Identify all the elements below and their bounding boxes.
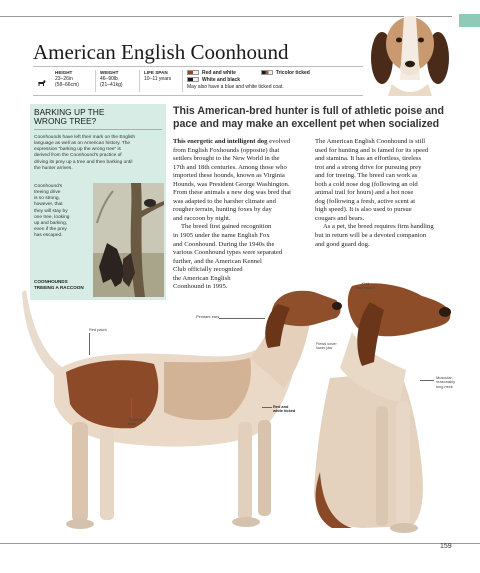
bottom-rule (0, 543, 480, 544)
header-dog-portrait (368, 10, 452, 96)
body-line: the American English (173, 274, 231, 282)
body-line: and raccoon by night. (173, 214, 231, 222)
sidebar-wrap-line: is so strong, (34, 196, 60, 202)
sidebar-wrap-line: up and barking, (34, 220, 68, 226)
callout-neck (436, 376, 455, 389)
spec-lifespan-value: 10–11 years (144, 76, 172, 82)
spec-divider (182, 70, 183, 92)
sidebar-caption-line-1: COONHOUNDS (34, 279, 68, 284)
body-line: The breed first gained recognition (181, 223, 272, 231)
body-line: evolved (269, 138, 291, 145)
spec-height (55, 70, 79, 88)
sitting-dog-paw (390, 523, 418, 533)
sidebar-divider (34, 129, 162, 130)
sidebar-wrap-text (34, 184, 92, 239)
subheading-line-1: This American-bred hunter is full of athletic poise and (173, 105, 444, 117)
sidebar-intro-line: driving its prey up a tree and then barking until (34, 159, 133, 165)
sidebar-heading-line-1: BARKING UP THE (34, 107, 105, 117)
subheading-line-2: pace and may make an excellent pet when socialized (173, 117, 440, 130)
sitting-dog-photo (292, 282, 464, 534)
white-black-swatch (187, 77, 199, 82)
header-dog-chest (388, 84, 432, 96)
body-line: used for hunting and is famed for its speed (315, 146, 429, 154)
sidebar-heading (34, 108, 124, 126)
body-line: both a cold nose dog (following an old (315, 180, 418, 188)
callout-line: expression (356, 285, 375, 291)
sidebar-intro-line: language as well as on American history. The (34, 141, 131, 147)
body-line: and Coonhound. During the 1940s the (173, 240, 275, 248)
page-number: 159 (440, 543, 452, 550)
leader-line (420, 380, 434, 381)
body-line: and good guard dog. (315, 240, 370, 248)
leader-line (219, 318, 265, 319)
body-line: 17th and 18th centuries. Among those who (173, 163, 287, 171)
callout-line: white ticked (273, 408, 296, 414)
color-note: May also have a blue and white ticked coat. (187, 84, 284, 90)
red-white-swatch (187, 70, 199, 75)
body-line: trot and a strong drive for pursuing prey (315, 163, 422, 171)
spec-lifespan-label: LIFE SPAN (144, 70, 168, 75)
sidebar-wrap-line: Coonhound’s (34, 184, 63, 189)
spec-weight-label: WEIGHT (100, 70, 119, 75)
standing-dog-paw (66, 519, 94, 529)
header-dog-eye-right (418, 38, 424, 43)
body-line: was adapted to the harsher climate and (173, 197, 276, 205)
callout-flews (316, 342, 337, 351)
sidebar-caption-line-2: TREEING A RACCOON (34, 284, 84, 290)
sitting-dog-front-leg (396, 402, 410, 526)
spec-weight-value-metric: (21–41kg) (100, 82, 123, 88)
sitting-dog-nose (439, 307, 451, 317)
body-line: imported these hounds, known as Virginia (173, 172, 285, 180)
body-line: rougher terrain, hunting foxes by day (173, 206, 272, 214)
body-line: dog (following a fresh, active scent at (315, 197, 416, 205)
sidebar-intro-line: expression “barking up the wrong tree” is (34, 147, 121, 153)
body-line: various Coonhound types were separated (173, 249, 283, 257)
sidebar-barking-up-wrong-tree (30, 104, 166, 300)
spec-divider (139, 70, 140, 92)
subheading (173, 105, 458, 130)
tricolor-swatch (261, 70, 273, 75)
callout-line: reasonably (436, 379, 456, 385)
body-line: From these animals a new dog was bred that (173, 189, 292, 197)
body-line: animal trail for hours) and a hot nose (315, 189, 414, 197)
sidebar-wrap-line: has escaped. (34, 233, 63, 239)
spec-divider (95, 70, 96, 92)
body-line: and stamina. It has an effortless, tireless (315, 155, 422, 163)
spec-weight (100, 70, 123, 88)
breed-spec-box (33, 66, 363, 96)
leader-line (89, 333, 90, 355)
callout-line: long neck (436, 383, 453, 389)
callout-line: belly (128, 421, 137, 427)
callout-line: Kind (361, 281, 370, 286)
callout-line: Red and (273, 404, 289, 409)
sidebar-wrap-line: however, that (34, 202, 63, 208)
callout-pendant-ears: Pendant ears (196, 314, 220, 319)
callout-line: lower jaw (316, 345, 333, 351)
standing-dog-paw (232, 517, 260, 527)
standing-dog-front-leg-2 (258, 420, 271, 516)
body-line: The American English Coonhound is still (315, 138, 426, 145)
leader-line (262, 407, 272, 408)
sidebar-wrap-line: even if the prey (34, 227, 67, 233)
body-line: cougars and bears. (315, 214, 365, 222)
leader-line (131, 398, 132, 418)
sidebar-intro-line: Coonhounds have left their mark on the English (34, 135, 136, 140)
body-line: settlers brought to the New World in the (173, 155, 280, 163)
callout-red-patch: Red patch (89, 327, 107, 332)
page-title: American English Coonhound (33, 40, 289, 64)
body-column-2 (315, 138, 460, 249)
lead-in: This energetic and intelligent dog (173, 138, 268, 145)
spec-height-value-metric: (58–66cm) (55, 82, 79, 88)
sidebar-intro-line: derived from the Coonhound’s practice of (34, 153, 122, 159)
body-line: Club officially recognized (173, 266, 243, 274)
body-line: and for treeing. The breed can work as (315, 172, 418, 180)
sidebar-intro (34, 135, 164, 172)
header-dog-eye-left (396, 38, 402, 43)
callout-kind-expression (356, 282, 375, 291)
spec-height-label: HEIGHT (55, 70, 73, 75)
standing-dog-hind-leg (72, 422, 88, 522)
sidebar-wrap-line: one tree, looking (34, 214, 70, 220)
sidebar-heading-line-2: WRONG TREE? (34, 116, 97, 126)
body-line: from English Foxhounds (opposite) that (173, 146, 280, 154)
standing-dog-tail (22, 290, 66, 380)
sidebar-intro-line: the hunter arrives. (34, 165, 73, 171)
sidebar-wrap-line: treeing drive (34, 190, 61, 196)
body-line: further, and the American Kennel (173, 257, 262, 265)
body-line: As a pet, the breed requires firm handling (323, 223, 434, 231)
callout-red-white-ticked (273, 405, 295, 414)
color-label-tricolor: Tricolor ticked (275, 70, 310, 76)
body-line: high speed). It is also used to pursue (315, 206, 412, 214)
body-line: in 1905 under the name English Fox (173, 232, 270, 240)
body-column-1 (173, 138, 313, 292)
dog-silhouette-icon (37, 79, 46, 87)
color-label-red-white: Red and white (202, 70, 236, 76)
callout-tucked-up-belly (128, 418, 146, 427)
spec-colors (187, 70, 362, 90)
color-label-white-black: White and black (202, 77, 241, 83)
spec-height-value: 23–26in (55, 76, 73, 82)
callout-line: Flews cover (316, 341, 337, 346)
body-line: Hounds, was President George Washington. (173, 180, 290, 188)
spec-weight-value: 46–90lb (100, 76, 118, 82)
sidebar-wrap-line: they will stay by (34, 208, 68, 214)
section-tab (459, 14, 480, 27)
body-line: Coonhound in 1995. (173, 283, 228, 291)
spec-lifespan (144, 70, 171, 82)
body-line: but in return will be a devoted companion (315, 232, 427, 240)
sitting-dog-front-leg-2 (376, 406, 388, 526)
standing-dog-hind-leg-2 (100, 428, 114, 520)
callout-line: Tucked-up (128, 417, 147, 422)
callout-line: Muscular, (436, 375, 453, 380)
header-dog-nose (405, 61, 415, 67)
standing-dog-front-leg (238, 422, 252, 520)
raccoon (144, 199, 156, 207)
